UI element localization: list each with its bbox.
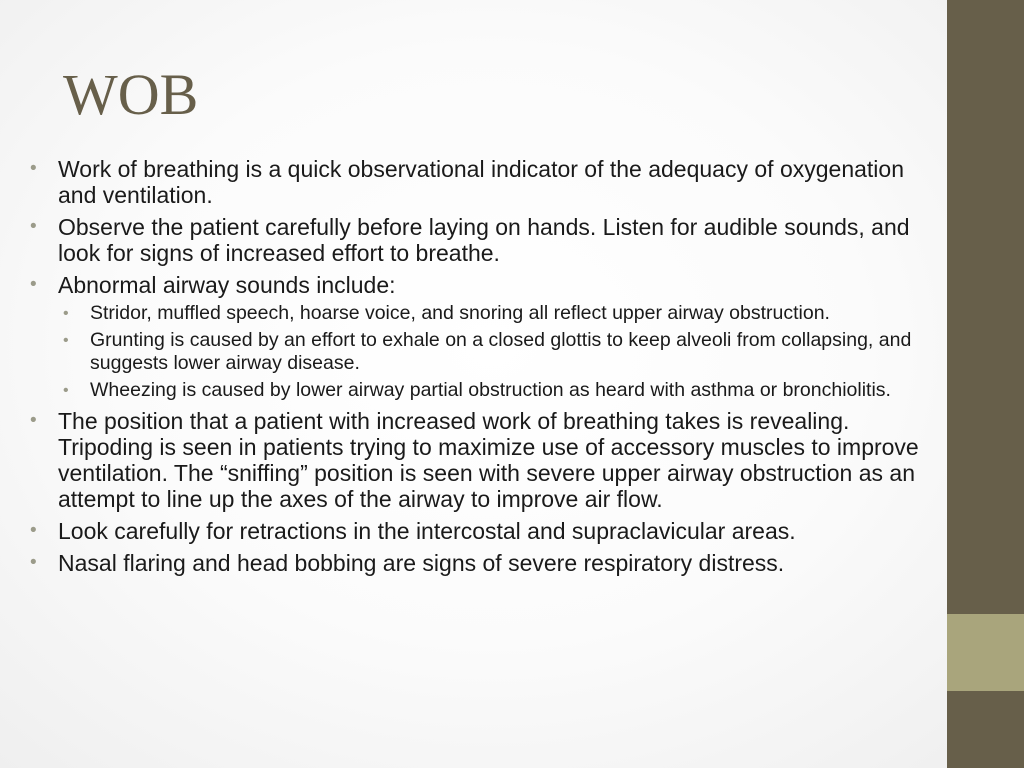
bullet-list — [30, 156, 930, 582]
sub-bullet-text: Stridor, muffled speech, hoarse voice, and snoring all reflect upper airway obstruction. — [90, 302, 830, 324]
bullet-item — [30, 550, 930, 576]
bullet-text: Nasal flaring and head bobbing are signs of severe respiratory distress. — [58, 550, 785, 576]
bullet-icon: • — [30, 158, 37, 179]
slide-title: WOB — [63, 62, 199, 127]
bullet-icon: • — [30, 410, 37, 431]
bullet-text: Observe the patient carefully before laying on hands. Listen for audible sounds, and look for signs of increased effort to breathe. — [58, 214, 910, 266]
sub-bullet-list — [58, 302, 930, 402]
bullet-text: Abnormal airway sounds include: — [58, 272, 396, 298]
sub-bullet-text: Wheezing is caused by lower airway partial obstruction as heard with asthma or bronchiolitis. — [90, 379, 891, 401]
sub-bullet-icon: • — [63, 332, 69, 349]
bullet-item — [30, 518, 930, 544]
sub-bullet-item — [58, 329, 930, 375]
sub-bullet-text: Grunting is caused by an effort to exhale on a closed glottis to keep alveoli from collapsing, and suggests lower airway disease. — [90, 329, 912, 374]
bullet-item — [30, 156, 930, 208]
sub-bullet-item — [58, 302, 930, 325]
bullet-icon: • — [30, 552, 37, 573]
sidebar-accent-block — [947, 614, 1024, 691]
bullet-text: Look carefully for retractions in the intercostal and supraclavicular areas. — [58, 518, 796, 544]
bullet-item — [30, 272, 930, 402]
sub-bullet-item — [58, 379, 930, 402]
bullet-item — [30, 214, 930, 266]
bullet-icon: • — [30, 520, 37, 541]
sub-bullet-icon: • — [63, 382, 69, 399]
bullet-text: Work of breathing is a quick observational indicator of the adequacy of oxygenation and ventilation. — [58, 156, 904, 208]
sub-bullet-icon: • — [63, 305, 69, 322]
bullet-icon: • — [30, 274, 37, 295]
bullet-icon: • — [30, 216, 37, 237]
bullet-text: The position that a patient with increased work of breathing takes is revealing. Tripoding is seen in patients trying to maximize use of accessory muscles to improve ventilation. The “sniffing” position is seen with severe upper airway obstruction as an attempt to line up the axes of the airway to improve air flow. — [58, 408, 919, 512]
bullet-item — [30, 408, 930, 512]
